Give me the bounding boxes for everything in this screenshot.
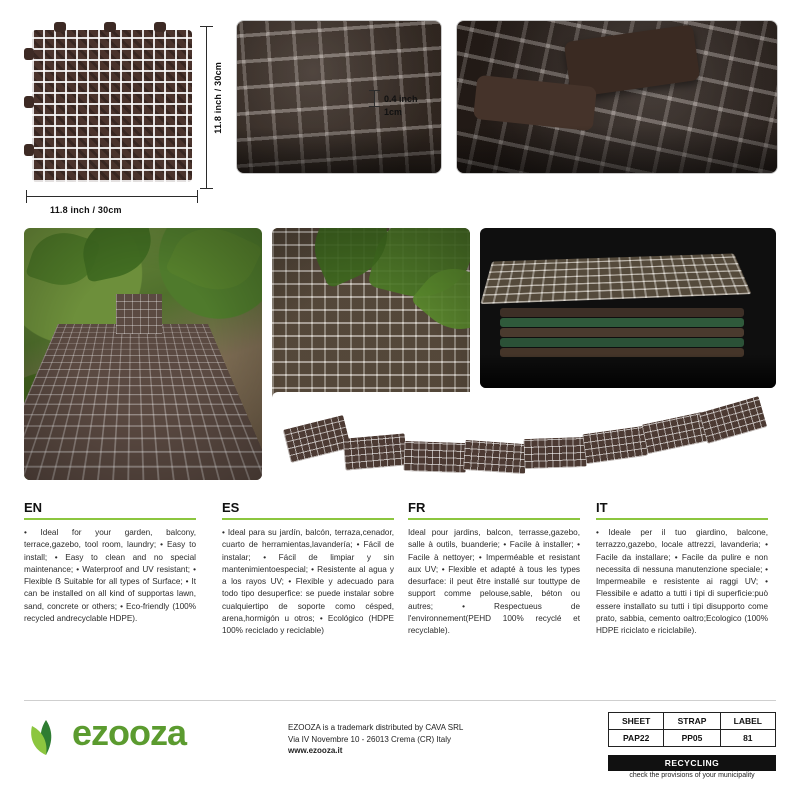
language-rule xyxy=(408,518,580,520)
wave-tile-segment xyxy=(699,396,767,444)
tile-overview-photo xyxy=(24,22,200,190)
language-rule xyxy=(24,518,196,520)
tile-edge-shadow xyxy=(237,127,441,173)
stack-photo-shadow xyxy=(480,354,776,388)
height-measure-label: 11.8 inch / 30cm xyxy=(213,62,223,134)
table-header-label: LABEL xyxy=(720,713,775,730)
table-row-values xyxy=(609,730,776,747)
tile-connector-tab xyxy=(24,144,34,156)
language-rule xyxy=(596,518,768,520)
language-block-es xyxy=(222,500,394,638)
wave-tile-segment xyxy=(283,415,351,463)
tile-connector-tab xyxy=(24,48,34,60)
garden-path-photo xyxy=(24,228,262,480)
language-block-it xyxy=(596,500,768,638)
table-row-headers xyxy=(609,713,776,730)
language-code-es: ES xyxy=(222,500,240,515)
language-rule xyxy=(222,518,394,520)
recycling-note: check the provisions of your municipality xyxy=(629,772,755,779)
company-line-1: EZOOZA is a trademark distributed by CAVA SRL xyxy=(288,723,464,732)
wave-tile-segment xyxy=(523,437,586,469)
width-measure-cap-right xyxy=(197,190,198,203)
thickness-label-cm: 1cm xyxy=(384,107,403,117)
leaf-logo-icon xyxy=(26,712,66,754)
connector-photo-shadow xyxy=(457,125,777,173)
flexible-wave-photo xyxy=(272,392,776,482)
width-measure-cap-left xyxy=(26,190,27,203)
footer-divider xyxy=(24,700,776,701)
thickness-measure-line xyxy=(374,90,375,106)
table-header-sheet: SHEET xyxy=(609,713,664,730)
width-measure-label: 11.8 inch / 30cm xyxy=(50,205,122,215)
packaging-table xyxy=(608,712,776,747)
stack-tile-layer xyxy=(500,308,744,317)
table-value-sheet: PAP22 xyxy=(609,730,664,747)
thickness-measure-cap-top xyxy=(369,90,380,91)
thickness-measure-cap-bottom xyxy=(369,106,380,107)
company-website: www.ezooza.it xyxy=(288,746,343,756)
wave-tile-segment xyxy=(642,412,709,454)
height-measure-line xyxy=(206,26,207,188)
tile-connector-tab xyxy=(54,22,66,32)
stacked-tiles-photo xyxy=(480,228,776,388)
language-code-en: EN xyxy=(24,500,43,515)
wave-tile-segment xyxy=(403,441,466,473)
height-measure-cap-bottom xyxy=(200,188,213,189)
thickness-label-inch: 0.4 inch xyxy=(384,94,418,104)
table-header-strap: STRAP xyxy=(664,713,720,730)
language-text-fr: Ideal pour jardins, balcon, terrasse,gazebo, salle à outils, buanderie; • Facile à installer; • Facile à nettoyer; • Imperméable et resistant aux UV; • Flexible et adapté à tous les types desurface: il peut être installé sur touttype de support comme pelouse,sable, béton ou autres; • Respectueus de l'environnement(PEHD 100% recyclé et recyclable). xyxy=(408,528,580,636)
language-code-fr: FR xyxy=(408,500,426,515)
table-value-label: 81 xyxy=(720,730,775,747)
stack-tile-layer xyxy=(500,338,744,347)
tile-connector-tab xyxy=(104,22,116,32)
language-code-it: IT xyxy=(596,500,608,515)
recycling-banner: RECYCLING xyxy=(608,755,776,771)
garden-photo-vignette xyxy=(24,228,262,480)
language-text-es: • Ideal para su jardín, balcón, terraza,cenador, cuarto de herramientas,lavandería; • Fácil de instalar; • Fácil de limpiar y sin mantenimientoespecial; • Resistente al agua y a los rayos UV; • Flexible y adecuado para todo tipo desuperfice: se puede instalar sobre cualquiertipo de soporte como césped, arena,hormigón u otros; • Ecológico (HDPE 100% reciclado y reciclable) xyxy=(222,528,394,636)
table-value-strap: PP05 xyxy=(664,730,720,747)
tile-connector-tab xyxy=(154,22,166,32)
height-measure-cap-top xyxy=(200,26,213,27)
tile-mesh-graphic xyxy=(32,30,192,182)
wave-tile-segment xyxy=(463,440,527,474)
wave-tile-segment xyxy=(343,433,408,470)
connector-closeup-photo xyxy=(456,20,778,174)
company-line-2: Via IV Novembre 10 - 26013 Crema (CR) Italy xyxy=(288,734,452,744)
stack-tile-top xyxy=(480,253,751,304)
tile-connector-tab xyxy=(24,96,34,108)
brand-name: ezooza xyxy=(72,712,187,753)
wave-tile-segment xyxy=(582,426,648,464)
width-measure-line xyxy=(26,196,198,197)
brand-logo xyxy=(26,712,186,754)
language-text-it: • Ideale per il tuo giardino, balcone, terrazzo,gazebo, locale attrezzi, lavanderia; • Facile da installare; • Facile da pulire e non necessita di nessuna manutenzione speciale; • Impermeabile e resistente ai raggi UV; • Flessibile e adatto a tutti i tipi di superficie:può essere installato su tutti i tipi disupporto come prato, sabbia, cemento oaltro;Ecologico (100% HDPE riciclato e riciclabile). xyxy=(596,528,768,636)
language-block-en xyxy=(24,500,196,625)
company-address xyxy=(288,722,568,757)
stack-tile-layer xyxy=(500,328,744,337)
language-text-en: • Ideal for your garden, balcony, terrace,gazebo, tool room, laundry; • Easy to install; • Easy to clean and no special maintenance; • Waterproof and UV resistant; • Flexible ẞ Suitable for all types of Surface; • It can be installed on all kind of supportas lawn, sand, concrete or others; • Eco-friendly (100% recycled andrecyclable HDPE). xyxy=(24,528,196,624)
language-block-fr xyxy=(408,500,580,638)
stack-tile-layer xyxy=(500,318,744,327)
